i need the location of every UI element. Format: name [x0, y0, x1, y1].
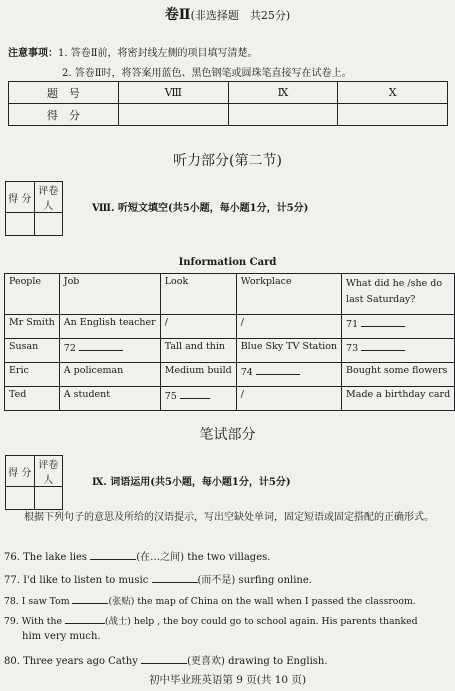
cell-activity	[342, 339, 455, 363]
answer-blank-78[interactable]	[72, 594, 108, 604]
writing-heading: 笔试部分	[199, 427, 256, 443]
item-78	[4, 593, 416, 607]
item-hint: (张贴)	[108, 596, 135, 607]
info-card-title: Information Card	[178, 257, 277, 268]
col-header-look: Look	[160, 274, 236, 315]
blank-number: 71	[346, 319, 359, 330]
item-text-before: The lake lies	[23, 552, 88, 563]
item-text-after: the map of China on the wall when I passed the classroom.	[137, 596, 416, 607]
blank-number: 74	[240, 367, 253, 378]
item-hint: (在…之间)	[136, 552, 185, 563]
writing-grader-box	[5, 455, 63, 510]
blank-number: 72	[63, 343, 76, 354]
listening-heading: 听力部分(第二节)	[173, 153, 282, 169]
item-text-before: I'd like to listen to music	[23, 575, 149, 586]
cell-look: /	[160, 315, 236, 339]
answer-blank-80[interactable]	[141, 654, 187, 664]
table-row	[5, 339, 455, 363]
score-row-label: 得 分	[9, 104, 119, 126]
cell-job	[59, 339, 160, 363]
blank-number: 73	[346, 343, 359, 354]
cell-person: Eric	[5, 363, 60, 387]
notes-text-1: 1. 答卷Ⅱ前，将密封线左侧的项目填写清楚。	[58, 48, 258, 59]
score-header-viii: Ⅷ	[118, 82, 228, 104]
item-76	[4, 548, 270, 563]
cell-person: Ted	[5, 387, 60, 411]
item-79	[4, 613, 418, 627]
answer-blank-79[interactable]	[65, 614, 105, 624]
page-footer: 初中毕业班英语第 9 页(共 10 页)	[148, 674, 307, 686]
score-table	[8, 81, 448, 126]
answer-blank-75[interactable]	[180, 389, 210, 399]
item-text-before: With the	[21, 616, 63, 627]
item-text-after: help , the boy could go to school again. His parents thanked	[133, 616, 418, 627]
notes-line-2	[62, 64, 352, 79]
answer-blank-74[interactable]	[256, 365, 300, 375]
notes-label: 注意事项：	[8, 48, 58, 59]
score-cell-viii[interactable]	[118, 104, 228, 126]
cell-activity	[342, 315, 455, 339]
score-header-label: 题 号	[9, 82, 119, 104]
cell-person: Mr Smith	[5, 315, 60, 339]
item-number: 76.	[4, 552, 20, 563]
listening-question-title: Ⅷ. 听短文填空(共5小题，每小题1分，计5分)	[92, 203, 309, 214]
item-text-after: the two villages.	[187, 552, 271, 563]
cell-look	[160, 387, 236, 411]
cell-person: Susan	[5, 339, 60, 363]
table-row	[5, 363, 455, 387]
item-80	[4, 652, 328, 667]
answer-blank-76[interactable]	[90, 550, 136, 560]
cell-workplace: Blue Sky TV Station	[236, 339, 341, 363]
item-number: 80.	[4, 656, 20, 667]
item-text-before: Three years ago Cathy	[23, 656, 138, 667]
cell-workplace: /	[236, 387, 341, 411]
listening-grader-box	[5, 181, 63, 236]
cell-job: An English teacher	[59, 315, 160, 339]
score-header-ix: Ⅸ	[228, 82, 338, 104]
item-hint: (更喜欢)	[187, 656, 225, 667]
grader-score-cell[interactable]	[6, 213, 35, 236]
page-title	[0, 4, 455, 24]
info-card-table	[4, 273, 455, 411]
item-text-after: surfing online.	[238, 575, 312, 586]
cell-job: A student	[59, 387, 160, 411]
cell-workplace: /	[236, 315, 341, 339]
item-text-before: I saw Tom	[21, 596, 70, 607]
paper-title: 卷Ⅱ	[164, 7, 191, 23]
grader-marker-cell[interactable]	[34, 213, 63, 236]
col-header-workplace: Workplace	[236, 274, 341, 315]
cell-activity: Made a birthday card	[342, 387, 455, 411]
instruction-paragraph: 根据下列句子的意思及所给的汉语提示，写出空缺处单词，固定短语或固定搭配的正确形式。	[24, 512, 434, 523]
cell-look: Medium build	[160, 363, 236, 387]
col-header-people: People	[5, 274, 60, 315]
blank-number: 75	[164, 391, 177, 402]
paper-subtitle: (非选择题 共25分)	[190, 9, 291, 22]
notes-line-1	[8, 44, 258, 59]
grader-marker-label: 评卷人	[34, 456, 63, 487]
cell-job: A policeman	[59, 363, 160, 387]
answer-blank-73[interactable]	[361, 341, 405, 351]
grader-marker-label: 评卷人	[34, 182, 63, 213]
grader-score-label: 得 分	[6, 182, 35, 213]
answer-blank-77[interactable]	[152, 573, 198, 583]
score-cell-ix[interactable]	[228, 104, 338, 126]
cell-look: Tall and thin	[160, 339, 236, 363]
grader-score-cell[interactable]	[6, 487, 35, 510]
grader-marker-cell[interactable]	[34, 487, 63, 510]
col-header-activity: What did he /she do last Saturday?	[342, 274, 455, 315]
item-text-after: drawing to English.	[228, 656, 328, 667]
item-hint: (而不是)	[197, 575, 236, 586]
score-header-x: Ⅹ	[338, 82, 448, 104]
item-79-continued: him very much.	[22, 631, 101, 642]
answer-blank-72[interactable]	[79, 341, 123, 351]
score-cell-x[interactable]	[338, 104, 448, 126]
cell-workplace	[236, 363, 341, 387]
table-row	[5, 315, 455, 339]
grader-score-label: 得 分	[6, 456, 35, 487]
table-row	[5, 387, 455, 411]
item-number: 79.	[4, 616, 19, 627]
writing-question-title: Ⅸ. 词语运用(共5小题，每小题1分，计5分)	[92, 477, 291, 488]
item-77	[4, 571, 312, 586]
item-number: 78.	[4, 596, 19, 607]
col-header-job: Job	[59, 274, 160, 315]
item-hint: (战士)	[105, 616, 131, 627]
cell-activity: Bought some flowers	[342, 363, 455, 387]
notes-text-2: 2. 答卷Ⅱ时，将答案用蓝色、黑色钢笔或圆珠笔直接写在试卷上。	[62, 68, 352, 79]
item-number: 77.	[4, 575, 20, 586]
answer-blank-71[interactable]	[361, 317, 405, 327]
